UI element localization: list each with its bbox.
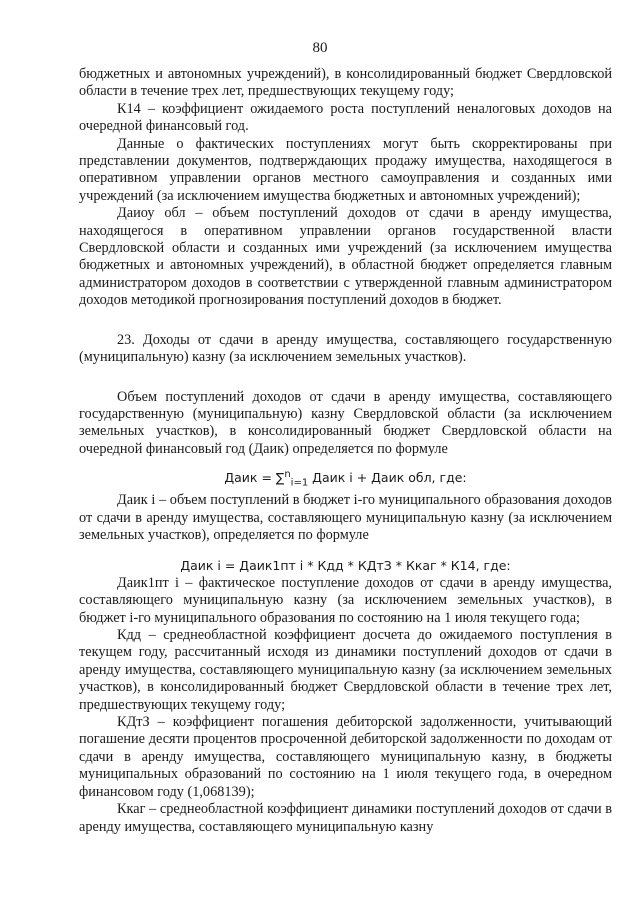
paragraph-k14: К14 – коэффициент ожидаемого роста поступлений неналоговых доходов на очередной финансовый год. <box>79 100 612 135</box>
paragraph-continued: бюджетных и автономных учреждений), в консолидированный бюджет Свердловской области в течение трех лет, предшествующих текущему году; <box>79 66 612 100</box>
paragraph-daik1pt: Даик1пт i – фактическое поступление доходов от сдачи в аренду имущества, составляющего муниципальную казну (за исключением земельных участков), в бюджет i-го муниципального образования по состоянию на 1 июля текущего года; <box>79 574 612 626</box>
page-number: 80 <box>312 40 328 56</box>
paragraph-kdtz: КДтЗ – коэффициент погашения дебиторской задолженности, учитывающий погашение десяти процентов просроченной дебиторской задолженности по доходам от сдачи в аренду имущества, составляющего муниципальную казну, в бюджеты муниципальных образований по состоянию на 1 июля текущего года, в очередном финансовом году (1,068139); <box>79 714 612 800</box>
paragraph-daiou: Даиоу обл – объем поступлений доходов от сдачи в аренду имущества, находящегося в оперативном управлении органов государственной власти Свердловской области и созданных ими учреждений (за исключением имущества бюджетных и автономных учреждений), в областной бюджет определяется главным администратором доходов в соответствии с утвержденной главным администратором доходов методикой прогнозирования поступлений доходов в бюджет. <box>79 205 612 309</box>
formula-daik-left: Даик = ∑ <box>224 470 285 486</box>
formula-daik <box>79 466 612 492</box>
document-body <box>79 66 612 836</box>
paragraph-kdd: Кдд – среднеобластной коэффициент досчета до ожидаемого поступления в текущем году, рассчитанный исходя из динамики поступлений доходов от сдачи в аренду имущества, составляющего муниципальную казну (за исключением земельных участков), в консолидированный бюджет Свердловской области в течение трех лет, предшествующих текущему году; <box>79 627 612 713</box>
formula-sum-upper: n <box>284 469 291 481</box>
formula-daik-i: Даик i = Даик1пт i * Кдд * КДтЗ * Ккаг * К14, где: <box>180 558 511 574</box>
paragraph-kkag: Ккаг – среднеобластной коэффициент динамики поступлений доходов от сдачи в аренду имущества, составляющего муниципальную казну <box>79 801 612 835</box>
formula-daik-right: Даик i + Даик обл, где: <box>308 470 467 486</box>
paragraph-daik-i: Даик i – объем поступлений в бюджет i-го муниципального образования доходов от сдачи в аренду имущества, составляющего муниципальную казну (за исключением земельных участков), определяется по формуле <box>79 492 612 543</box>
section-heading-23: 23. Доходы от сдачи в аренду имущества, составляющего государственную (муниципальную) казну (за исключением земельных участков). <box>79 331 612 366</box>
paragraph-adjustment: Данные о фактических поступлениях могут быть скорректированы при представлении документов, подтверждающих продажу имущества, находящегося в оперативном управлении органов местного самоуправления и созданных ими учреждений (за исключением имущества бюджетных и автономных учреждений); <box>79 135 612 204</box>
formula-sum-lower: i=1 <box>290 477 309 489</box>
paragraph-daik-volume: Объем поступлений доходов от сдачи в аренду имущества, составляющего государственную (муниципальную) казну Свердловской области (за исключением земельных участков), в консолидированный бюджет Свердловской области на очередной финансовый год (Даик) определяется по формуле <box>79 388 612 457</box>
